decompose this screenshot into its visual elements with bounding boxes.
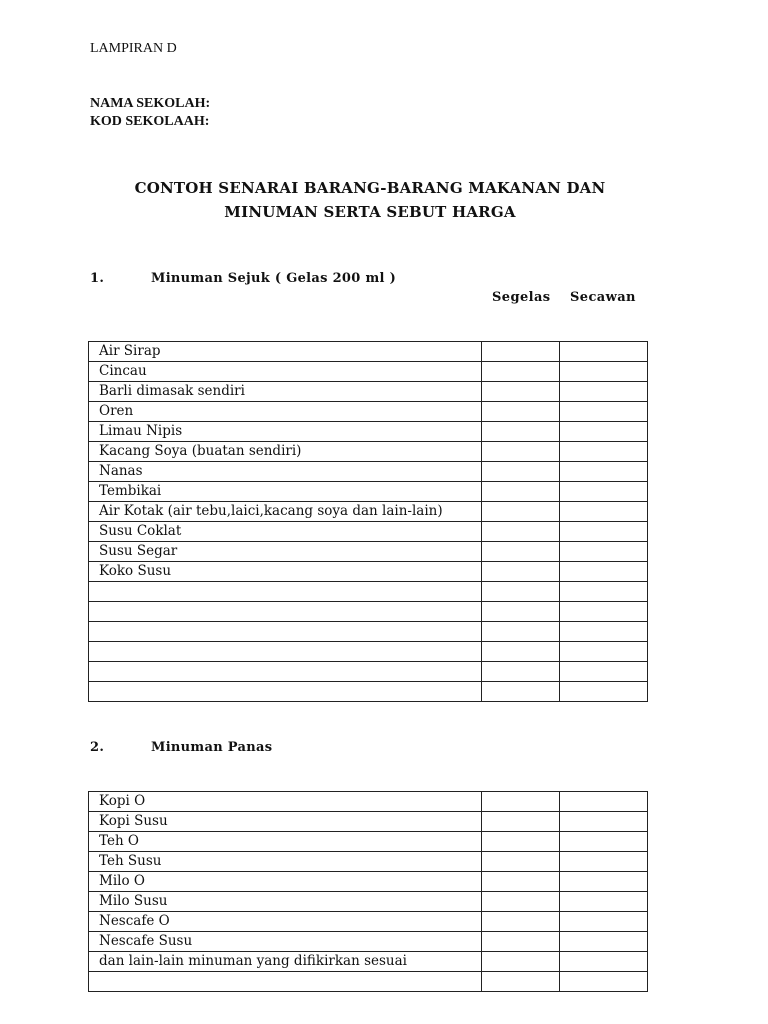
section-2-number: 2. <box>90 740 105 755</box>
column-header-segelas: Segelas <box>492 290 551 305</box>
price-secawan-cell <box>560 462 648 482</box>
price-segelas-cell <box>482 562 560 582</box>
price-secawan-cell <box>560 972 648 992</box>
table-row <box>89 682 648 702</box>
price-secawan-cell <box>560 852 648 872</box>
school-code-label: KOD SEKOLAAH: <box>90 114 210 129</box>
table-row <box>89 662 648 682</box>
table-row <box>89 502 648 522</box>
price-secawan-cell <box>560 872 648 892</box>
item-name-cell <box>89 602 482 622</box>
item-name-cell: Milo O <box>89 872 482 892</box>
price-secawan-cell <box>560 442 648 462</box>
price-secawan-cell <box>560 912 648 932</box>
price-segelas-cell <box>482 662 560 682</box>
price-segelas-cell <box>482 482 560 502</box>
table-row <box>89 482 648 502</box>
price-segelas-cell <box>482 892 560 912</box>
table-row <box>89 442 648 462</box>
table-row <box>89 542 648 562</box>
table-row <box>89 972 648 992</box>
table-row <box>89 382 648 402</box>
price-secawan-cell <box>560 642 648 662</box>
table-row <box>89 832 648 852</box>
table-row <box>89 402 648 422</box>
price-segelas-cell <box>482 622 560 642</box>
hot-drinks-table <box>88 791 648 992</box>
price-segelas-cell <box>482 342 560 362</box>
price-secawan-cell <box>560 382 648 402</box>
item-name-cell: Barli dimasak sendiri <box>89 382 482 402</box>
item-name-cell: Air Sirap <box>89 342 482 362</box>
item-name-cell: Oren <box>89 402 482 422</box>
item-name-cell <box>89 682 482 702</box>
price-segelas-cell <box>482 852 560 872</box>
item-name-cell: Cincau <box>89 362 482 382</box>
price-secawan-cell <box>560 362 648 382</box>
table-row <box>89 792 648 812</box>
item-name-cell: Kacang Soya (buatan sendiri) <box>89 442 482 462</box>
price-segelas-cell <box>482 362 560 382</box>
price-secawan-cell <box>560 562 648 582</box>
price-secawan-cell <box>560 522 648 542</box>
item-name-cell <box>89 662 482 682</box>
cold-drinks-table <box>88 341 648 702</box>
section-1-number: 1. <box>90 271 105 286</box>
price-segelas-cell <box>482 522 560 542</box>
table-row <box>89 622 648 642</box>
item-name-cell: Milo Susu <box>89 892 482 912</box>
school-name-label: NAMA SEKOLAH: <box>90 96 211 111</box>
price-segelas-cell <box>482 682 560 702</box>
table-row <box>89 872 648 892</box>
item-name-cell: dan lain-lain minuman yang difikirkan sesuai <box>89 952 482 972</box>
table-row <box>89 852 648 872</box>
item-name-cell: Kopi O <box>89 792 482 812</box>
item-name-cell: Teh O <box>89 832 482 852</box>
table-row <box>89 582 648 602</box>
table-row <box>89 362 648 382</box>
item-name-cell: Susu Coklat <box>89 522 482 542</box>
item-name-cell: Nanas <box>89 462 482 482</box>
column-header-secawan: Secawan <box>570 290 636 305</box>
price-secawan-cell <box>560 792 648 812</box>
price-secawan-cell <box>560 542 648 562</box>
section-1-title: Minuman Sejuk ( Gelas 200 ml ) <box>151 271 397 286</box>
table-row <box>89 952 648 972</box>
item-name-cell: Limau Nipis <box>89 422 482 442</box>
table-row <box>89 342 648 362</box>
price-segelas-cell <box>482 462 560 482</box>
price-segelas-cell <box>482 872 560 892</box>
price-secawan-cell <box>560 622 648 642</box>
price-secawan-cell <box>560 832 648 852</box>
price-segelas-cell <box>482 602 560 622</box>
price-secawan-cell <box>560 482 648 502</box>
price-segelas-cell <box>482 502 560 522</box>
item-name-cell: Teh Susu <box>89 852 482 872</box>
table-row <box>89 812 648 832</box>
price-secawan-cell <box>560 952 648 972</box>
price-segelas-cell <box>482 382 560 402</box>
price-secawan-cell <box>560 932 648 952</box>
price-secawan-cell <box>560 402 648 422</box>
price-secawan-cell <box>560 892 648 912</box>
section-2-title: Minuman Panas <box>151 740 273 755</box>
item-name-cell: Nescafe O <box>89 912 482 932</box>
item-name-cell <box>89 642 482 662</box>
table-row <box>89 642 648 662</box>
document-title-line-2: MINUMAN SERTA SEBUT HARGA <box>224 203 516 221</box>
price-secawan-cell <box>560 502 648 522</box>
table-row <box>89 462 648 482</box>
table-row <box>89 602 648 622</box>
price-segelas-cell <box>482 832 560 852</box>
price-segelas-cell <box>482 422 560 442</box>
price-segelas-cell <box>482 442 560 462</box>
price-segelas-cell <box>482 792 560 812</box>
price-secawan-cell <box>560 422 648 442</box>
item-name-cell: Air Kotak (air tebu,laici,kacang soya dan lain-lain) <box>89 502 482 522</box>
table-row <box>89 932 648 952</box>
price-segelas-cell <box>482 912 560 932</box>
item-name-cell <box>89 582 482 602</box>
price-segelas-cell <box>482 542 560 562</box>
price-segelas-cell <box>482 812 560 832</box>
price-segelas-cell <box>482 952 560 972</box>
lampiran-label: LAMPIRAN D <box>90 41 177 56</box>
table-row <box>89 562 648 582</box>
price-secawan-cell <box>560 342 648 362</box>
item-name-cell: Kopi Susu <box>89 812 482 832</box>
item-name-cell: Susu Segar <box>89 542 482 562</box>
price-segelas-cell <box>482 642 560 662</box>
table-row <box>89 522 648 542</box>
table-row <box>89 912 648 932</box>
document-title-line-1: CONTOH SENARAI BARANG-BARANG MAKANAN DAN <box>134 179 606 197</box>
price-secawan-cell <box>560 602 648 622</box>
price-segelas-cell <box>482 972 560 992</box>
item-name-cell <box>89 622 482 642</box>
price-secawan-cell <box>560 582 648 602</box>
school-info <box>90 95 210 131</box>
price-segelas-cell <box>482 402 560 422</box>
price-secawan-cell <box>560 812 648 832</box>
price-secawan-cell <box>560 682 648 702</box>
price-segelas-cell <box>482 932 560 952</box>
section-1-heading <box>90 271 396 286</box>
price-segelas-cell <box>482 582 560 602</box>
item-name-cell <box>89 972 482 992</box>
item-name-cell: Nescafe Susu <box>89 932 482 952</box>
item-name-cell: Tembikai <box>89 482 482 502</box>
item-name-cell: Koko Susu <box>89 562 482 582</box>
price-secawan-cell <box>560 662 648 682</box>
document-title <box>90 176 650 224</box>
table-row <box>89 892 648 912</box>
section-2-heading <box>90 740 272 755</box>
table-row <box>89 422 648 442</box>
